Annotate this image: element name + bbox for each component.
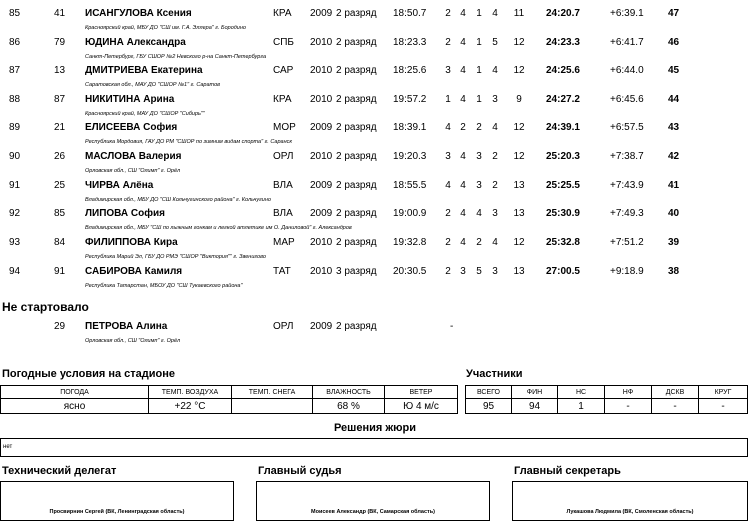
- region-code: МАР: [273, 237, 295, 248]
- athlete-name: ЧИРВА Алёна: [85, 180, 154, 191]
- time-behind: +6:45.6: [610, 94, 644, 105]
- penalty-2: 4: [460, 180, 466, 191]
- dnf-header: НФ: [605, 386, 652, 399]
- chief-judge-heading: Главный судья: [258, 465, 342, 477]
- bib-number: 85: [54, 208, 66, 219]
- penalty-3: 1: [476, 37, 482, 48]
- penalty-4: 3: [492, 94, 498, 105]
- birth-year: 2009: [310, 321, 333, 332]
- athlete-organization: Красноярский край, МАУ ДО "СШОР "Сибирь"": [85, 111, 205, 117]
- split-time: 18:50.7: [393, 8, 427, 19]
- weather-heading: Погодные условия на стадионе: [2, 368, 176, 380]
- penalty-4: 5: [492, 37, 498, 48]
- penalty-3: 2: [476, 122, 482, 133]
- sport-category: 2 разряд: [336, 151, 377, 162]
- athlete-organization: Орловская обл., СШ "Олимп" г. Орёл: [85, 338, 181, 344]
- birth-year: 2009: [310, 8, 333, 19]
- region-code: КРА: [273, 94, 292, 105]
- points: 42: [668, 151, 680, 162]
- bib-number: 21: [54, 122, 66, 133]
- place: 94: [9, 266, 21, 277]
- dsq-header: ДСКВ: [652, 386, 699, 399]
- result-time: 24:23.3: [546, 37, 580, 48]
- points: 47: [668, 8, 680, 19]
- penalty-total: 13: [513, 180, 525, 191]
- snow-temp-value: [232, 399, 313, 414]
- athlete-name: НИКИТИНА Арина: [85, 94, 175, 105]
- result-time: 24:25.6: [546, 65, 580, 76]
- time-behind: +7:43.9: [610, 180, 644, 191]
- lapped-value: -: [699, 399, 748, 414]
- technical-delegate-box: [0, 481, 234, 521]
- time-behind: +9:18.9: [610, 266, 644, 277]
- penalty-1: 4: [445, 122, 451, 133]
- sport-category: 3 разряд: [336, 266, 377, 277]
- time-behind: +6:41.7: [610, 37, 644, 48]
- penalty-4: 2: [492, 180, 498, 191]
- penalty-total: 9: [516, 94, 522, 105]
- dns-row: [0, 313, 750, 350]
- athlete-name: САБИРОВА Камиля: [85, 266, 183, 277]
- athlete-organization: Республика Татарстан, МБОУ ДО "СШ Тукаевского района": [85, 283, 243, 289]
- place: 90: [9, 151, 21, 162]
- penalty-3: 1: [476, 8, 482, 19]
- birth-year: 2010: [310, 94, 333, 105]
- sport-category: 2 разряд: [336, 65, 377, 76]
- time-behind: +7:51.2: [610, 237, 644, 248]
- dsq-value: -: [652, 399, 699, 414]
- wind-value: Ю 4 м/с: [385, 399, 458, 414]
- penalty-2: 4: [460, 8, 466, 19]
- dns-value: 1: [558, 399, 605, 414]
- penalty-2: 4: [460, 37, 466, 48]
- penalty-2: 4: [460, 151, 466, 162]
- result-time: 25:30.9: [546, 208, 580, 219]
- region-code: САР: [273, 65, 294, 76]
- penalty-4: 4: [492, 65, 498, 76]
- place: 92: [9, 208, 21, 219]
- birth-year: 2009: [310, 180, 333, 191]
- birth-year: 2010: [310, 37, 333, 48]
- bib-number: 26: [54, 151, 66, 162]
- place: 85: [9, 8, 21, 19]
- split-time: 19:32.8: [393, 237, 427, 248]
- athlete-organization: Санкт-Петербург, ГБУ СШОР №2 Невского р-на Санкт-Петербурга: [85, 54, 267, 60]
- penalty-total: 12: [513, 151, 525, 162]
- place: 89: [9, 122, 21, 133]
- split-time: 18:39.1: [393, 122, 427, 133]
- penalty-4: 4: [492, 122, 498, 133]
- penalty-4: 4: [492, 237, 498, 248]
- result-time: 25:20.3: [546, 151, 580, 162]
- chief-secretary-box: [512, 481, 748, 521]
- chief-secretary-name: Лукашова Людмила (ВК, Смоленская область): [566, 509, 694, 515]
- points: 41: [668, 180, 680, 191]
- bib-number: 91: [54, 266, 66, 277]
- points: 43: [668, 122, 680, 133]
- points: 39: [668, 237, 680, 248]
- penalty-total: 12: [513, 37, 525, 48]
- total-value: 95: [466, 399, 512, 414]
- split-time: 20:30.5: [393, 266, 427, 277]
- place: 91: [9, 180, 21, 191]
- weather-value: ясно: [1, 399, 149, 414]
- region-code: СПБ: [273, 37, 294, 48]
- points: 45: [668, 65, 680, 76]
- penalty-total: 11: [513, 8, 525, 19]
- chief-secretary-heading: Главный секретарь: [514, 465, 621, 477]
- penalty-total: 12: [513, 122, 525, 133]
- result-time: 24:39.1: [546, 122, 580, 133]
- penalty-total: 13: [513, 208, 525, 219]
- result-time: 25:25.5: [546, 180, 580, 191]
- points: 40: [668, 208, 680, 219]
- dns-heading: Не стартовало: [2, 300, 89, 314]
- penalty-4: 2: [492, 151, 498, 162]
- region-code: КРА: [273, 8, 292, 19]
- penalty-1: 2: [445, 266, 451, 277]
- snow-temp-header: ТЕМП. СНЕГА: [232, 386, 313, 399]
- time-behind: +6:39.1: [610, 8, 644, 19]
- athlete-name: ПЕТРОВА Алина: [85, 321, 168, 332]
- weather-table: [0, 385, 458, 414]
- penalty-1: 3: [445, 65, 451, 76]
- birth-year: 2009: [310, 122, 333, 133]
- sport-category: 2 разряд: [336, 122, 377, 133]
- region-code: ВЛА: [273, 180, 293, 191]
- birth-year: 2009: [310, 208, 333, 219]
- participants-table: [465, 385, 748, 414]
- penalty-3: 4: [476, 208, 482, 219]
- penalty-3: 2: [476, 237, 482, 248]
- penalty-4: 3: [492, 208, 498, 219]
- time-behind: +7:49.3: [610, 208, 644, 219]
- split-time: 18:55.5: [393, 180, 427, 191]
- technical-delegate-name: Просвирнин Сергей (ВК, Ленинградская область): [49, 509, 185, 515]
- result-time: 27:00.5: [546, 266, 580, 277]
- athlete-name: ЕЛИСЕЕВА София: [85, 122, 178, 133]
- wind-header: ВЕТЕР: [385, 386, 458, 399]
- sport-category: 2 разряд: [336, 180, 377, 191]
- penalty-1: 4: [445, 180, 451, 191]
- finished-value: 94: [512, 399, 558, 414]
- penalty-1: 2: [445, 208, 451, 219]
- sport-category: 2 разряд: [336, 237, 377, 248]
- split-time: 19:20.3: [393, 151, 427, 162]
- penalty-1: 3: [445, 151, 451, 162]
- penalty-3: 5: [476, 266, 482, 277]
- place: 87: [9, 65, 21, 76]
- region-code: ОРЛ: [273, 151, 294, 162]
- result-row: [0, 258, 750, 295]
- athlete-organization: Владимирская обл., МБУ ДО "СШ Кольчугинского района" г. Кольчугино: [85, 197, 271, 203]
- athlete-name: ДМИТРИЕВА Екатерина: [85, 65, 203, 76]
- time-behind: +7:38.7: [610, 151, 644, 162]
- region-code: ВЛА: [273, 208, 293, 219]
- bib-number: 25: [54, 180, 66, 191]
- athlete-organization: Владимирская обл., МБУ "СШ по лыжным гонкам и легкой атлетике им О. Даниловой" г. Александров: [85, 225, 352, 231]
- penalty-total: 12: [513, 237, 525, 248]
- region-code: ОРЛ: [273, 321, 294, 332]
- athlete-name: ИСАНГУЛОВА Ксения: [85, 8, 192, 19]
- bib-number: 87: [54, 94, 66, 105]
- athlete-name: ЮДИНА Александра: [85, 37, 186, 48]
- technical-delegate-heading: Технический делегат: [2, 465, 117, 477]
- dns-result: -: [450, 321, 454, 332]
- birth-year: 2010: [310, 237, 333, 248]
- penalty-3: 3: [476, 180, 482, 191]
- penalty-2: 2: [460, 122, 466, 133]
- weather-header: ПОГОДА: [1, 386, 149, 399]
- birth-year: 2010: [310, 151, 333, 162]
- points: 38: [668, 266, 680, 277]
- chief-judge-box: [256, 481, 490, 521]
- bib-number: 84: [54, 237, 66, 248]
- chief-judge-name: Моисеев Александр (ВК, Самарская область): [311, 509, 435, 515]
- penalty-total: 13: [513, 266, 525, 277]
- athlete-name: МАСЛОВА Валерия: [85, 151, 182, 162]
- split-time: 18:25.6: [393, 65, 427, 76]
- athlete-organization: Республика Мордовия, ГАУ ДО РМ "СШОР по зимним видам спорта" г. Саранск: [85, 139, 292, 145]
- sport-category: 2 разряд: [336, 37, 377, 48]
- penalty-3: 3: [476, 151, 482, 162]
- athlete-organization: Саратовская обл., МАУ ДО "СШОР №1" г. Саратов: [85, 82, 220, 88]
- birth-year: 2010: [310, 266, 333, 277]
- result-time: 24:27.2: [546, 94, 580, 105]
- jury-decision-box: [0, 438, 748, 457]
- points: 44: [668, 94, 680, 105]
- penalty-2: 4: [460, 94, 466, 105]
- participants-heading: Участники: [466, 368, 523, 380]
- penalty-3: 1: [476, 65, 482, 76]
- sport-category: 2 разряд: [336, 321, 377, 332]
- region-code: ТАТ: [273, 266, 291, 277]
- penalty-4: 4: [492, 8, 498, 19]
- sport-category: 2 разряд: [336, 208, 377, 219]
- dnf-value: -: [605, 399, 652, 414]
- athlete-name: ФИЛИППОВА Кира: [85, 237, 178, 248]
- place: 86: [9, 37, 21, 48]
- humidity-header: ВЛАЖНОСТЬ: [313, 386, 385, 399]
- bib-number: 29: [54, 321, 66, 332]
- bib-number: 13: [54, 65, 66, 76]
- sport-category: 2 разряд: [336, 94, 377, 105]
- split-time: 19:57.2: [393, 94, 427, 105]
- penalty-1: 2: [445, 8, 451, 19]
- split-time: 19:00.9: [393, 208, 427, 219]
- penalty-2: 4: [460, 65, 466, 76]
- penalty-1: 2: [445, 237, 451, 248]
- bib-number: 79: [54, 37, 66, 48]
- penalty-2: 4: [460, 208, 466, 219]
- total-header: ВСЕГО: [466, 386, 512, 399]
- place: 88: [9, 94, 21, 105]
- athlete-organization: Орловская обл., СШ "Олимп" г. Орёл: [85, 168, 181, 174]
- penalty-1: 2: [445, 37, 451, 48]
- bib-number: 41: [54, 8, 66, 19]
- sport-category: 2 разряд: [336, 8, 377, 19]
- athlete-organization: Республика Марий Эл, ГБУ ДО РМЭ "СШОР "Виктория"" г. Звенигово: [85, 254, 266, 260]
- athlete-organization: Красноярский край, МБУ ДО "СШ им. Г.А. Эллера" г. Бородино: [85, 25, 246, 31]
- region-code: МОР: [273, 122, 296, 133]
- result-time: 25:32.8: [546, 237, 580, 248]
- birth-year: 2010: [310, 65, 333, 76]
- points: 46: [668, 37, 680, 48]
- penalty-total: 12: [513, 65, 525, 76]
- lapped-header: КРУГ: [699, 386, 748, 399]
- air-temp-value: +22 °C: [149, 399, 232, 414]
- finished-header: ФИН: [512, 386, 558, 399]
- split-time: 18:23.3: [393, 37, 427, 48]
- penalty-1: 1: [445, 94, 451, 105]
- penalty-3: 1: [476, 94, 482, 105]
- jury-decision-text: нет: [3, 444, 13, 450]
- penalty-2: 3: [460, 266, 466, 277]
- penalty-2: 4: [460, 237, 466, 248]
- place: 93: [9, 237, 21, 248]
- result-time: 24:20.7: [546, 8, 580, 19]
- air-temp-header: ТЕМП. ВОЗДУХА: [149, 386, 232, 399]
- athlete-name: ЛИПОВА София: [85, 208, 165, 219]
- penalty-4: 3: [492, 266, 498, 277]
- humidity-value: 68 %: [313, 399, 385, 414]
- jury-heading: Решения жюри: [333, 422, 417, 434]
- time-behind: +6:44.0: [610, 65, 644, 76]
- time-behind: +6:57.5: [610, 122, 644, 133]
- dns-header: НС: [558, 386, 605, 399]
